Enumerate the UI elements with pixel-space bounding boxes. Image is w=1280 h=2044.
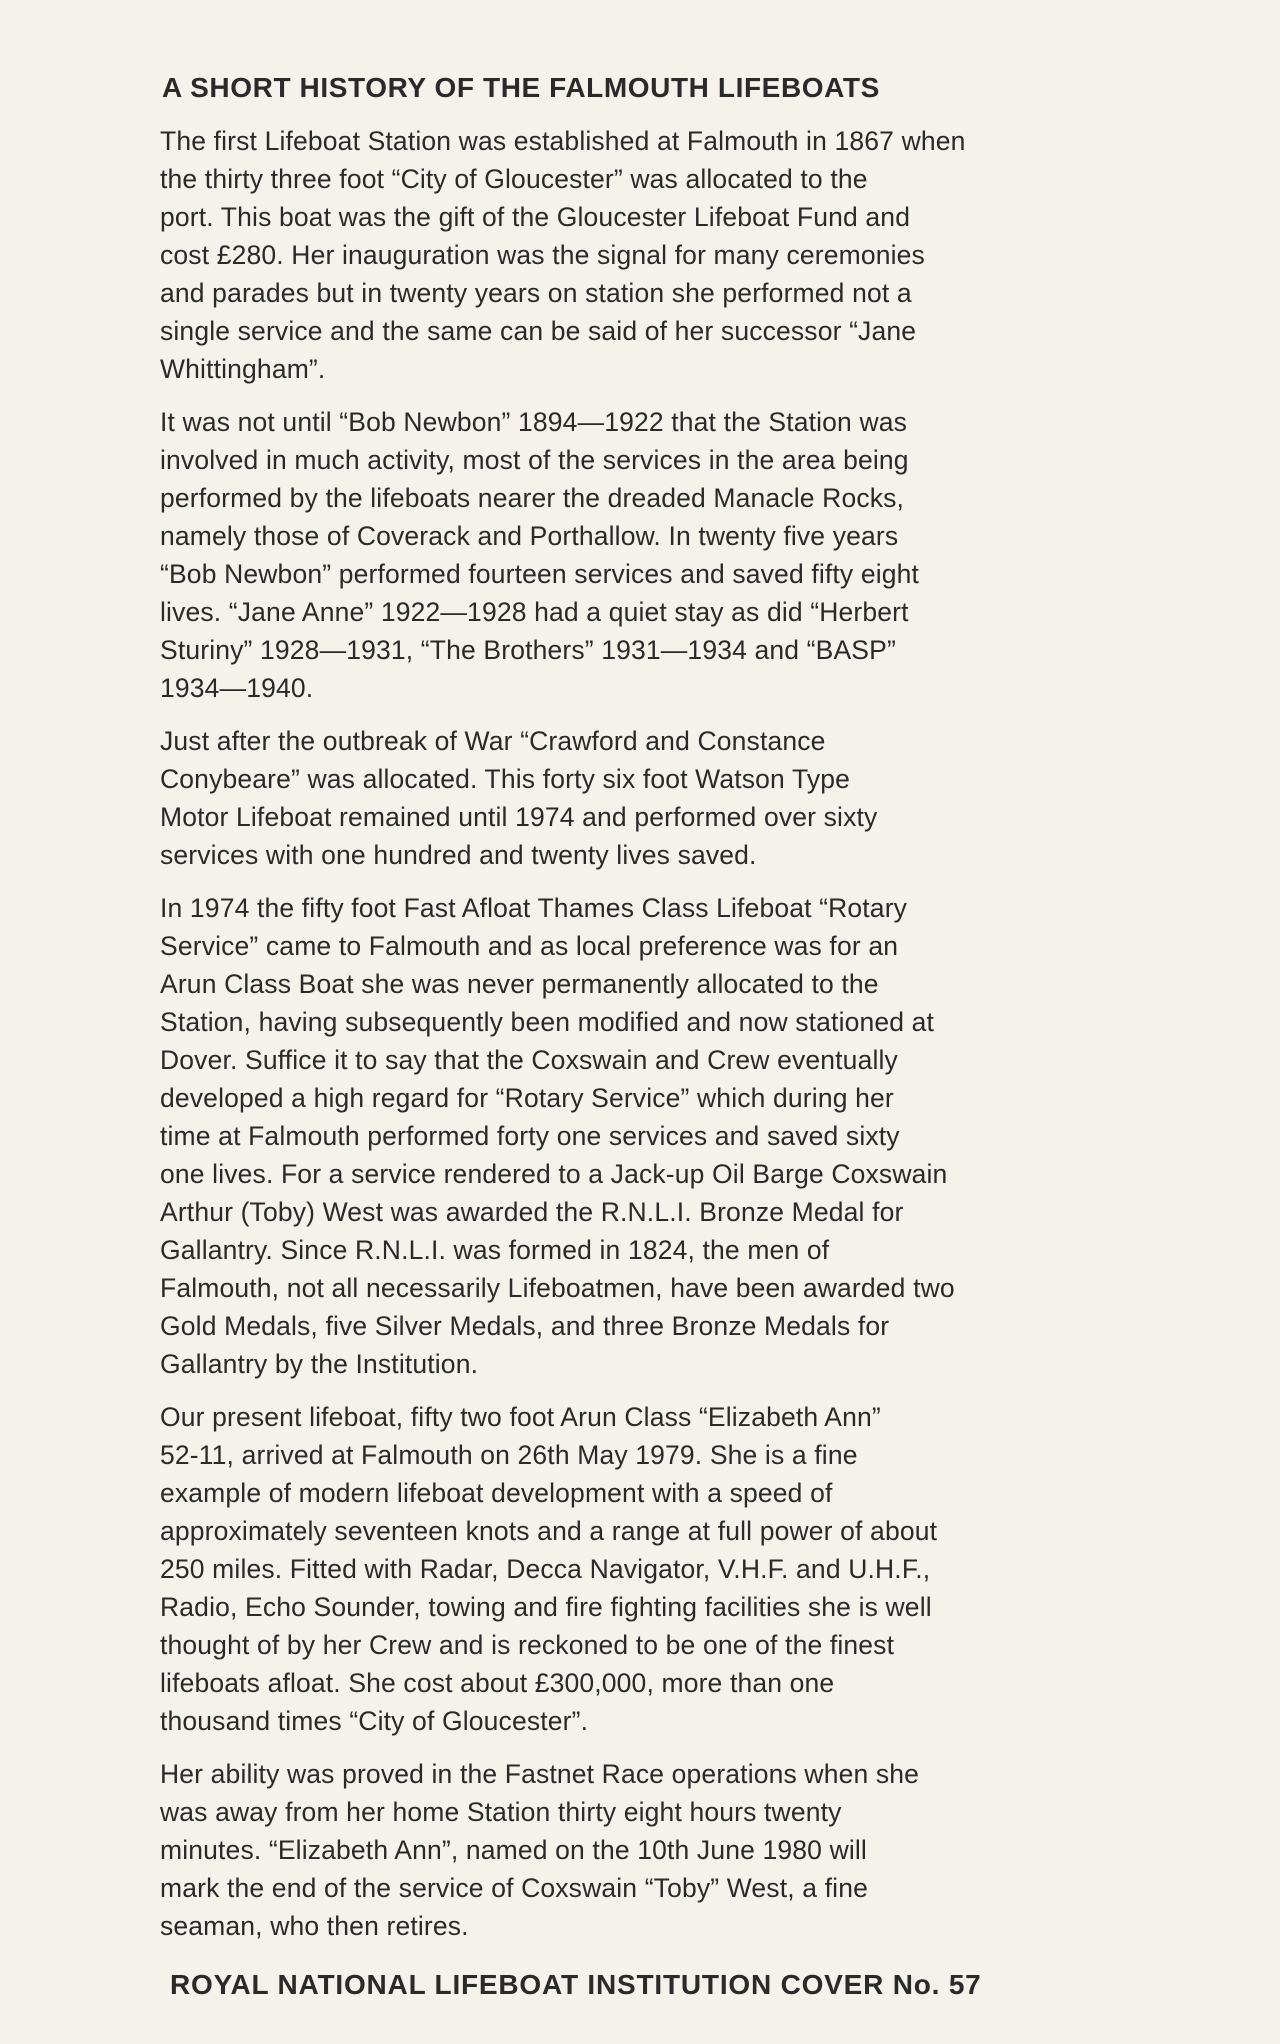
paragraph-elizabeth-ann: Our present lifeboat, fifty two foot Arun Class “Elizabeth Ann” 52-11, arrived at Falmouth on 26th May 1979. She is a fine example of modern lifeboat development with a speed of approximately seventeen knots and a range at full power of about 250 miles. Fitted with Radar, Decca Navigator, V.H.F. and U.H.F., Radio, Echo Sounder, towing and fire fighting facilities she is well thought of by her Crew and is reckoned to be one of the finest lifeboats afloat. She cost about £300,000, more than one thousand times “City of Gloucester”. [160, 1402, 938, 1736]
document-footer: ROYAL NATIONAL LIFEBOAT INSTITUTION COVER No. 57 [170, 1969, 982, 2000]
document-title: A SHORT HISTORY OF THE FALMOUTH LIFEBOATS [162, 72, 880, 103]
paragraph-bob-newbon: It was not until “Bob Newbon” 1894—1922 that the Station was involved in much activity, most of the services in the area being performed by the lifeboats nearer the dreaded Manacle Rocks, namely those of Coverack and Porthallow. In twenty five years “Bob Newbon” performed fourteen services and saved fifty eight lives. “Jane Anne” 1922—1928 had a quiet stay as did “Herbert Sturiny” 1928—1931, “The Brothers” 1931—1934 and “BASP” 1934—1940. [160, 407, 920, 703]
paragraph-rotary-service: In 1974 the fifty foot Fast Afloat Thames Class Lifeboat “Rotary Service” came to Falmouth and as local preference was for an Arun Class Boat she was never permanently allocated to the Station, having subsequently been modified and now stationed at Dover. Suffice it to say that the Coxswain and Crew eventually developed a high regard for “Rotary Service” which during her time at Falmouth performed forty one services and saved sixty one lives. For a service rendered to a Jack-up Oil Barge Coxswain Arthur (Toby) West was awarded the R.N.L.I. Bronze Medal for Gallantry. Since R.N.L.I. was formed in 1824, the men of Falmouth, not all necessarily Lifeboatmen, have been awarded two Gold Medals, five Silver Medals, and three Bronze Medals for Gallantry by the Institution. [160, 893, 955, 1379]
paragraph-war-years: Just after the outbreak of War “Crawford and Constance Conybeare” was allocated. This forty six foot Watson Type Motor Lifeboat remained until 1974 and performed over sixty services with one hundred and twenty lives saved. [160, 726, 878, 870]
paragraph-fastnet-race: Her ability was proved in the Fastnet Race operations when she was away from her home Station thirty eight hours twenty minutes. “Elizabeth Ann”, named on the 10th June 1980 will mark the end of the service of Coxswain “Toby” West, a fine seaman, who then retires. [160, 1759, 920, 1941]
paragraph-first-station: The first Lifeboat Station was established at Falmouth in 1867 when the thirty three foot “City of Gloucester” was allocated to the port. This boat was the gift of the Gloucester Lifeboat Fund and cost £280. Her inauguration was the signal for many ceremonies and parades but in twenty years on station she performed not a single service and the same can be said of her successor “Jane Whittingham”. [160, 126, 966, 384]
document-body [160, 72, 1170, 2001]
